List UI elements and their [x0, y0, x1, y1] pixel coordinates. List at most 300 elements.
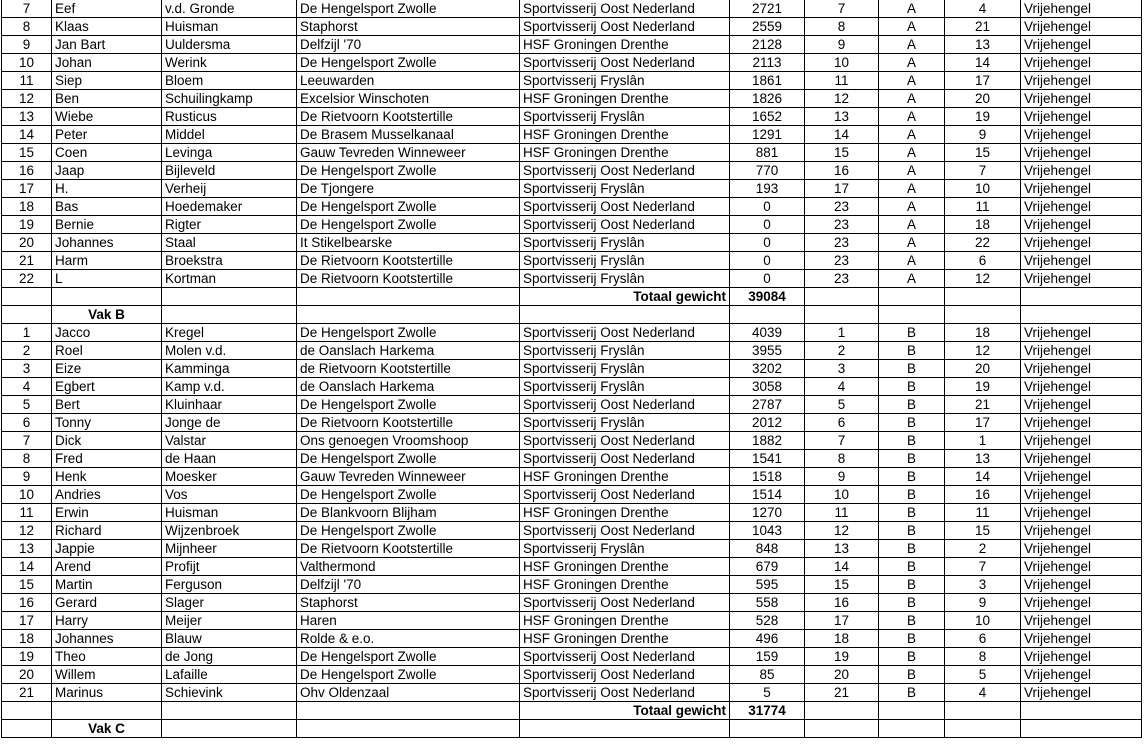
cell-rank: 17: [2, 180, 52, 198]
cell-section: B: [879, 558, 945, 576]
cell-weight: 1514: [730, 486, 805, 504]
cell-stand: 11: [945, 504, 1021, 522]
cell-federation: Sportvisserij Fryslân: [520, 360, 730, 378]
cell-club: De Hengelsport Zwolle: [297, 54, 520, 72]
cell-rank: 14: [2, 126, 52, 144]
cell-federation: Sportvisserij Fryslân: [520, 540, 730, 558]
cell-section: B: [879, 594, 945, 612]
table-row: [2, 576, 1142, 594]
cell-weight: 496: [730, 630, 805, 648]
cell-rank: 21: [2, 252, 52, 270]
cell-rank: 19: [2, 648, 52, 666]
cell-place: 19: [805, 648, 879, 666]
cell-first-name: Fred: [52, 450, 162, 468]
cell-rank: 11: [2, 504, 52, 522]
cell-federation: HSF Groningen Drenthe: [520, 504, 730, 522]
cell-category: Vrijehengel: [1021, 594, 1142, 612]
cell-section: A: [879, 72, 945, 90]
section-title: Vak B: [52, 306, 162, 324]
cell-last-name: Kregel: [162, 324, 297, 342]
cell-rank: 15: [2, 144, 52, 162]
cell-category: Vrijehengel: [1021, 432, 1142, 450]
cell-club: De Hengelsport Zwolle: [297, 324, 520, 342]
cell-club: De Hengelsport Zwolle: [297, 522, 520, 540]
cell-weight: 2113: [730, 54, 805, 72]
cell-section: A: [879, 54, 945, 72]
cell-rank: 1: [2, 324, 52, 342]
cell-category: Vrijehengel: [1021, 450, 1142, 468]
table-row: [2, 396, 1142, 414]
cell-weight: 0: [730, 270, 805, 288]
cell-last-name: Middel: [162, 126, 297, 144]
cell-club: De Rietvoorn Kootstertille: [297, 252, 520, 270]
table-row: [2, 72, 1142, 90]
table-row: [2, 558, 1142, 576]
table-row: [2, 630, 1142, 648]
cell-federation: HSF Groningen Drenthe: [520, 36, 730, 54]
cell-last-name: de Haan: [162, 450, 297, 468]
empty-cell: [297, 720, 520, 738]
cell-club: De Hengelsport Zwolle: [297, 666, 520, 684]
cell-place: 4: [805, 378, 879, 396]
cell-first-name: Theo: [52, 648, 162, 666]
cell-place: 16: [805, 594, 879, 612]
cell-rank: 13: [2, 540, 52, 558]
cell-last-name: Schievink: [162, 684, 297, 702]
cell-first-name: Dick: [52, 432, 162, 450]
cell-section: A: [879, 126, 945, 144]
cell-stand: 4: [945, 0, 1021, 18]
cell-club: de Oanslach Harkema: [297, 342, 520, 360]
cell-federation: Sportvisserij Oost Nederland: [520, 54, 730, 72]
cell-club: Staphorst: [297, 594, 520, 612]
cell-place: 23: [805, 270, 879, 288]
cell-section: B: [879, 540, 945, 558]
cell-place: 23: [805, 234, 879, 252]
cell-place: 15: [805, 576, 879, 594]
cell-weight: 770: [730, 162, 805, 180]
cell-last-name: Verheij: [162, 180, 297, 198]
cell-section: B: [879, 450, 945, 468]
table-row: [2, 324, 1142, 342]
cell-weight: 3955: [730, 342, 805, 360]
cell-place: 23: [805, 198, 879, 216]
cell-federation: Sportvisserij Oost Nederland: [520, 666, 730, 684]
cell-weight: 2559: [730, 18, 805, 36]
cell-club: It Stikelbearske: [297, 234, 520, 252]
cell-first-name: Marinus: [52, 684, 162, 702]
cell-rank: 8: [2, 18, 52, 36]
cell-place: 15: [805, 144, 879, 162]
cell-rank: 16: [2, 162, 52, 180]
cell-last-name: Kortman: [162, 270, 297, 288]
empty-cell: [945, 702, 1021, 720]
cell-stand: 1: [945, 432, 1021, 450]
cell-first-name: Martin: [52, 576, 162, 594]
section-title: Vak C: [52, 720, 162, 738]
table-row: [2, 648, 1142, 666]
table-row: [2, 162, 1142, 180]
cell-rank: 10: [2, 486, 52, 504]
total-weight-label: Totaal gewicht: [520, 702, 730, 720]
table-row: [2, 252, 1142, 270]
cell-last-name: Kamminga: [162, 360, 297, 378]
table-row: [2, 90, 1142, 108]
cell-stand: 19: [945, 108, 1021, 126]
cell-rank: 19: [2, 216, 52, 234]
cell-federation: HSF Groningen Drenthe: [520, 126, 730, 144]
cell-club: De Blankvoorn Blijham: [297, 504, 520, 522]
cell-category: Vrijehengel: [1021, 522, 1142, 540]
cell-last-name: Bloem: [162, 72, 297, 90]
cell-first-name: Bert: [52, 396, 162, 414]
cell-first-name: Coen: [52, 144, 162, 162]
table-row: [2, 486, 1142, 504]
cell-stand: 21: [945, 396, 1021, 414]
cell-place: 20: [805, 666, 879, 684]
cell-weight: 1270: [730, 504, 805, 522]
cell-stand: 15: [945, 522, 1021, 540]
cell-federation: Sportvisserij Fryslân: [520, 234, 730, 252]
cell-last-name: Rigter: [162, 216, 297, 234]
cell-stand: 22: [945, 234, 1021, 252]
cell-category: Vrijehengel: [1021, 630, 1142, 648]
cell-section: B: [879, 576, 945, 594]
cell-category: Vrijehengel: [1021, 216, 1142, 234]
cell-first-name: Johan: [52, 54, 162, 72]
cell-stand: 15: [945, 144, 1021, 162]
cell-last-name: Moesker: [162, 468, 297, 486]
cell-rank: 14: [2, 558, 52, 576]
cell-category: Vrijehengel: [1021, 666, 1142, 684]
cell-federation: Sportvisserij Oost Nederland: [520, 522, 730, 540]
cell-first-name: Andries: [52, 486, 162, 504]
cell-club: de Rietvoorn Kootstertille: [297, 360, 520, 378]
cell-section: B: [879, 612, 945, 630]
cell-stand: 18: [945, 216, 1021, 234]
cell-stand: 14: [945, 54, 1021, 72]
cell-rank: 20: [2, 666, 52, 684]
cell-section: A: [879, 270, 945, 288]
cell-rank: 22: [2, 270, 52, 288]
cell-category: Vrijehengel: [1021, 324, 1142, 342]
cell-federation: HSF Groningen Drenthe: [520, 558, 730, 576]
cell-place: 3: [805, 360, 879, 378]
cell-club: De Rietvoorn Kootstertille: [297, 414, 520, 432]
cell-stand: 13: [945, 450, 1021, 468]
cell-stand: 16: [945, 486, 1021, 504]
cell-club: De Rietvoorn Kootstertille: [297, 270, 520, 288]
cell-weight: 0: [730, 198, 805, 216]
cell-first-name: Harry: [52, 612, 162, 630]
cell-federation: Sportvisserij Oost Nederland: [520, 216, 730, 234]
cell-stand: 17: [945, 414, 1021, 432]
empty-cell: [520, 720, 730, 738]
cell-first-name: Klaas: [52, 18, 162, 36]
table-row: [2, 594, 1142, 612]
table-row: [2, 216, 1142, 234]
cell-last-name: Blauw: [162, 630, 297, 648]
empty-cell: [2, 306, 52, 324]
cell-first-name: Gerard: [52, 594, 162, 612]
cell-category: Vrijehengel: [1021, 180, 1142, 198]
cell-place: 23: [805, 252, 879, 270]
cell-section: A: [879, 108, 945, 126]
cell-federation: Sportvisserij Fryslân: [520, 378, 730, 396]
cell-weight: 1861: [730, 72, 805, 90]
table-row: [2, 666, 1142, 684]
cell-place: 12: [805, 90, 879, 108]
cell-club: De Rietvoorn Kootstertille: [297, 540, 520, 558]
cell-first-name: Richard: [52, 522, 162, 540]
cell-stand: 13: [945, 36, 1021, 54]
cell-weight: 5: [730, 684, 805, 702]
cell-club: Ons genoegen Vroomshoop: [297, 432, 520, 450]
cell-club: Haren: [297, 612, 520, 630]
cell-weight: 595: [730, 576, 805, 594]
total-weight-value: 31774: [730, 702, 805, 720]
cell-section: A: [879, 198, 945, 216]
cell-federation: HSF Groningen Drenthe: [520, 630, 730, 648]
cell-federation: HSF Groningen Drenthe: [520, 90, 730, 108]
empty-cell: [162, 288, 297, 306]
cell-place: 16: [805, 162, 879, 180]
cell-federation: Sportvisserij Fryslân: [520, 270, 730, 288]
cell-category: Vrijehengel: [1021, 486, 1142, 504]
cell-place: 11: [805, 72, 879, 90]
cell-last-name: Levinga: [162, 144, 297, 162]
cell-weight: 679: [730, 558, 805, 576]
empty-cell: [879, 306, 945, 324]
cell-stand: 3: [945, 576, 1021, 594]
empty-cell: [945, 720, 1021, 738]
table-row: [2, 504, 1142, 522]
cell-place: 13: [805, 108, 879, 126]
cell-club: De Hengelsport Zwolle: [297, 396, 520, 414]
cell-last-name: Vos: [162, 486, 297, 504]
cell-first-name: Siep: [52, 72, 162, 90]
cell-first-name: Arend: [52, 558, 162, 576]
cell-federation: Sportvisserij Fryslân: [520, 72, 730, 90]
cell-category: Vrijehengel: [1021, 468, 1142, 486]
cell-last-name: de Jong: [162, 648, 297, 666]
cell-weight: 1518: [730, 468, 805, 486]
cell-first-name: Jaap: [52, 162, 162, 180]
total-row: [2, 702, 1142, 720]
cell-place: 18: [805, 630, 879, 648]
cell-place: 14: [805, 126, 879, 144]
empty-cell: [520, 306, 730, 324]
cell-rank: 17: [2, 612, 52, 630]
cell-place: 10: [805, 54, 879, 72]
cell-place: 1: [805, 324, 879, 342]
cell-section: B: [879, 360, 945, 378]
table-row: [2, 540, 1142, 558]
empty-cell: [730, 720, 805, 738]
table-row: [2, 378, 1142, 396]
cell-federation: Sportvisserij Fryslân: [520, 252, 730, 270]
cell-place: 17: [805, 180, 879, 198]
cell-last-name: Kamp v.d.: [162, 378, 297, 396]
cell-place: 8: [805, 18, 879, 36]
empty-cell: [297, 288, 520, 306]
cell-weight: 4039: [730, 324, 805, 342]
cell-rank: 7: [2, 0, 52, 18]
empty-cell: [2, 720, 52, 738]
cell-category: Vrijehengel: [1021, 270, 1142, 288]
cell-rank: 12: [2, 90, 52, 108]
cell-weight: 1043: [730, 522, 805, 540]
empty-cell: [945, 288, 1021, 306]
cell-rank: 11: [2, 72, 52, 90]
cell-weight: 1652: [730, 108, 805, 126]
cell-stand: 5: [945, 666, 1021, 684]
cell-weight: 0: [730, 234, 805, 252]
empty-cell: [945, 306, 1021, 324]
cell-category: Vrijehengel: [1021, 684, 1142, 702]
cell-stand: 7: [945, 162, 1021, 180]
cell-weight: 2721: [730, 0, 805, 18]
cell-category: Vrijehengel: [1021, 558, 1142, 576]
cell-last-name: Valstar: [162, 432, 297, 450]
cell-weight: 848: [730, 540, 805, 558]
cell-federation: Sportvisserij Oost Nederland: [520, 18, 730, 36]
cell-category: Vrijehengel: [1021, 162, 1142, 180]
empty-cell: [1021, 306, 1142, 324]
total-weight-label: Totaal gewicht: [520, 288, 730, 306]
cell-weight: 159: [730, 648, 805, 666]
cell-rank: 16: [2, 594, 52, 612]
cell-last-name: Huisman: [162, 18, 297, 36]
empty-cell: [2, 702, 52, 720]
cell-section: A: [879, 216, 945, 234]
cell-federation: Sportvisserij Oost Nederland: [520, 594, 730, 612]
empty-cell: [805, 288, 879, 306]
cell-club: Leeuwarden: [297, 72, 520, 90]
cell-federation: HSF Groningen Drenthe: [520, 468, 730, 486]
cell-rank: 7: [2, 432, 52, 450]
cell-category: Vrijehengel: [1021, 252, 1142, 270]
cell-federation: Sportvisserij Oost Nederland: [520, 648, 730, 666]
table-row: [2, 270, 1142, 288]
cell-section: B: [879, 342, 945, 360]
table-row: [2, 144, 1142, 162]
cell-category: Vrijehengel: [1021, 396, 1142, 414]
empty-cell: [1021, 720, 1142, 738]
cell-last-name: Molen v.d.: [162, 342, 297, 360]
cell-rank: 15: [2, 576, 52, 594]
empty-cell: [805, 720, 879, 738]
cell-club: Rolde & e.o.: [297, 630, 520, 648]
cell-federation: Sportvisserij Fryslân: [520, 342, 730, 360]
cell-club: De Hengelsport Zwolle: [297, 450, 520, 468]
cell-federation: Sportvisserij Fryslân: [520, 108, 730, 126]
cell-federation: Sportvisserij Fryslân: [520, 414, 730, 432]
cell-stand: 4: [945, 684, 1021, 702]
cell-weight: 1541: [730, 450, 805, 468]
cell-federation: Sportvisserij Oost Nederland: [520, 396, 730, 414]
cell-weight: 1882: [730, 432, 805, 450]
cell-category: Vrijehengel: [1021, 144, 1142, 162]
cell-place: 14: [805, 558, 879, 576]
cell-weight: 3058: [730, 378, 805, 396]
cell-federation: Sportvisserij Oost Nederland: [520, 198, 730, 216]
cell-first-name: Wiebe: [52, 108, 162, 126]
cell-last-name: Uuldersma: [162, 36, 297, 54]
cell-club: De Hengelsport Zwolle: [297, 216, 520, 234]
cell-federation: Sportvisserij Fryslân: [520, 180, 730, 198]
table-row: [2, 180, 1142, 198]
cell-first-name: Erwin: [52, 504, 162, 522]
cell-section: B: [879, 630, 945, 648]
empty-cell: [297, 702, 520, 720]
cell-first-name: Ben: [52, 90, 162, 108]
empty-cell: [879, 702, 945, 720]
cell-club: De Hengelsport Zwolle: [297, 198, 520, 216]
cell-rank: 6: [2, 414, 52, 432]
cell-rank: 3: [2, 360, 52, 378]
cell-first-name: Jappie: [52, 540, 162, 558]
cell-club: De Rietvoorn Kootstertille: [297, 108, 520, 126]
cell-stand: 8: [945, 648, 1021, 666]
cell-stand: 11: [945, 198, 1021, 216]
cell-last-name: Bijleveld: [162, 162, 297, 180]
cell-last-name: Kluinhaar: [162, 396, 297, 414]
cell-stand: 6: [945, 252, 1021, 270]
cell-stand: 12: [945, 270, 1021, 288]
cell-last-name: Huisman: [162, 504, 297, 522]
cell-weight: 2012: [730, 414, 805, 432]
table-row: [2, 198, 1142, 216]
cell-place: 23: [805, 216, 879, 234]
table-row: [2, 234, 1142, 252]
cell-club: Valthermond: [297, 558, 520, 576]
cell-stand: 14: [945, 468, 1021, 486]
cell-club: De Brasem Musselkanaal: [297, 126, 520, 144]
cell-category: Vrijehengel: [1021, 72, 1142, 90]
cell-last-name: Jonge de: [162, 414, 297, 432]
cell-federation: HSF Groningen Drenthe: [520, 144, 730, 162]
cell-stand: 6: [945, 630, 1021, 648]
cell-federation: Sportvisserij Oost Nederland: [520, 486, 730, 504]
cell-first-name: Bas: [52, 198, 162, 216]
cell-last-name: v.d. Gronde: [162, 0, 297, 18]
cell-first-name: H.: [52, 180, 162, 198]
cell-section: A: [879, 252, 945, 270]
empty-cell: [162, 702, 297, 720]
cell-category: Vrijehengel: [1021, 198, 1142, 216]
empty-cell: [1021, 702, 1142, 720]
cell-category: Vrijehengel: [1021, 90, 1142, 108]
cell-stand: 20: [945, 360, 1021, 378]
table-row: [2, 36, 1142, 54]
cell-club: Gauw Tevreden Winneweer: [297, 468, 520, 486]
cell-section: A: [879, 36, 945, 54]
cell-club: De Hengelsport Zwolle: [297, 0, 520, 18]
cell-stand: 21: [945, 18, 1021, 36]
cell-first-name: Willem: [52, 666, 162, 684]
cell-stand: 9: [945, 594, 1021, 612]
cell-first-name: Eef: [52, 0, 162, 18]
cell-federation: Sportvisserij Oost Nederland: [520, 324, 730, 342]
cell-category: Vrijehengel: [1021, 576, 1142, 594]
empty-cell: [52, 702, 162, 720]
cell-last-name: Slager: [162, 594, 297, 612]
empty-cell: [162, 306, 297, 324]
table-row: [2, 360, 1142, 378]
cell-last-name: Staal: [162, 234, 297, 252]
table-row: [2, 684, 1142, 702]
